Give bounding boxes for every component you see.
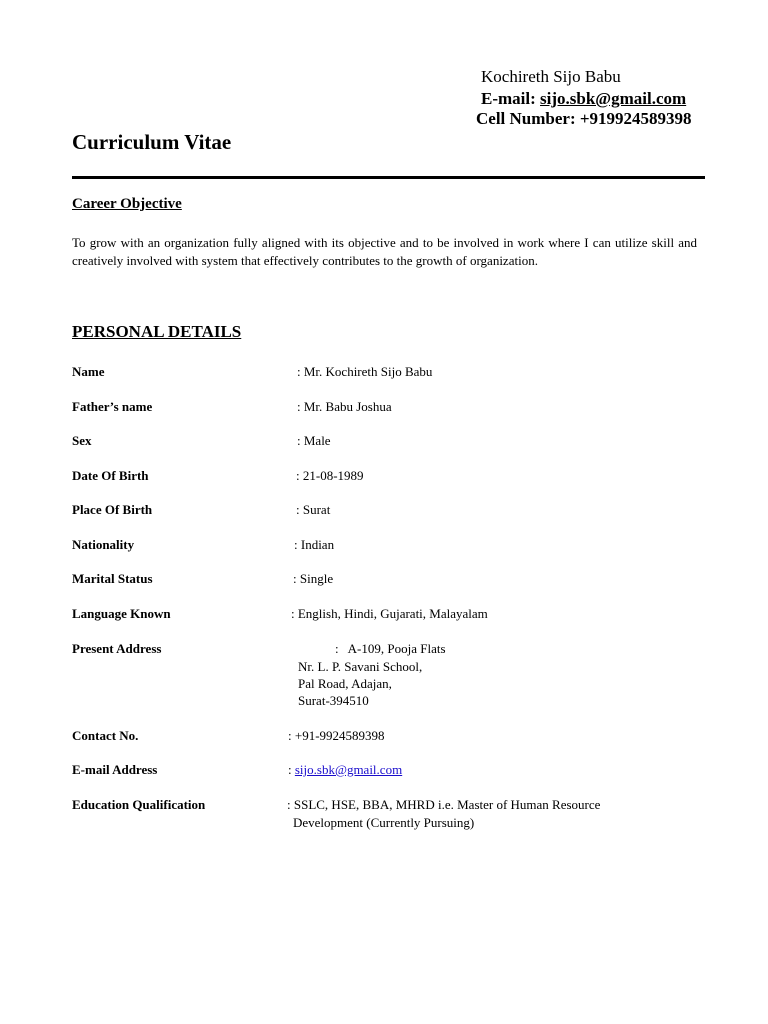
detail-value: : Mr. Babu Joshua <box>297 399 392 414</box>
detail-value: : SSLC, HSE, BBA, MHRD i.e. Master of Human Resource <box>287 797 601 812</box>
detail-value: : Male <box>297 433 331 448</box>
title-divider <box>72 176 705 179</box>
detail-value: : Surat <box>296 502 331 517</box>
detail-label: Contact No. <box>72 728 139 743</box>
detail-value <box>288 761 402 779</box>
detail-label: Sex <box>72 433 92 448</box>
detail-label: Education Qualification <box>72 797 206 812</box>
address-line: Nr. L. P. Savani School, <box>298 659 423 674</box>
detail-label: Nationality <box>72 537 135 552</box>
header-email <box>481 89 686 109</box>
detail-label: E-mail Address <box>72 762 158 777</box>
detail-value: : 21-08-1989 <box>296 468 364 483</box>
header-name: Kochireth Sijo Babu <box>481 67 621 86</box>
detail-label: Language Known <box>72 606 171 621</box>
detail-label: Date Of Birth <box>72 468 149 483</box>
address-line: : A-109, Pooja Flats <box>335 641 446 656</box>
email-link[interactable]: sijo.sbk@gmail.com <box>294 762 403 777</box>
address-line: Pal Road, Adajan, <box>298 676 392 691</box>
career-objective-text: To grow with an organization fully aligned with its objective and to be involved in work where I can utilize skill and creatively involved with system that effectively contributes to the growth of organization. <box>72 235 697 268</box>
detail-value: : English, Hindi, Gujarati, Malayalam <box>291 606 488 621</box>
detail-label: Marital Status <box>72 571 153 586</box>
career-objective-heading: Career Objective <box>72 196 182 212</box>
detail-label: Place Of Birth <box>72 502 153 517</box>
header-email-label: E-mail: <box>481 89 541 108</box>
address-line: Surat-394510 <box>298 693 369 708</box>
detail-label: Name <box>72 364 105 379</box>
detail-label: Father’s name <box>72 399 153 414</box>
detail-value: : Mr. Kochireth Sijo Babu <box>297 364 433 379</box>
detail-value: : Single <box>293 571 334 586</box>
header-email-link[interactable]: sijo.sbk@gmail.com <box>540 89 687 108</box>
detail-value: : Indian <box>294 537 335 552</box>
document-title: Curriculum Vitae <box>72 130 232 154</box>
detail-value: Development (Currently Pursuing) <box>293 815 475 830</box>
detail-value: : +91-9924589398 <box>288 728 385 743</box>
email-prefix: : <box>288 762 295 777</box>
personal-details-heading: PERSONAL DETAILS <box>72 322 242 341</box>
header-cell-number: Cell Number: +919924589398 <box>476 109 692 128</box>
detail-label: Present Address <box>72 641 162 656</box>
